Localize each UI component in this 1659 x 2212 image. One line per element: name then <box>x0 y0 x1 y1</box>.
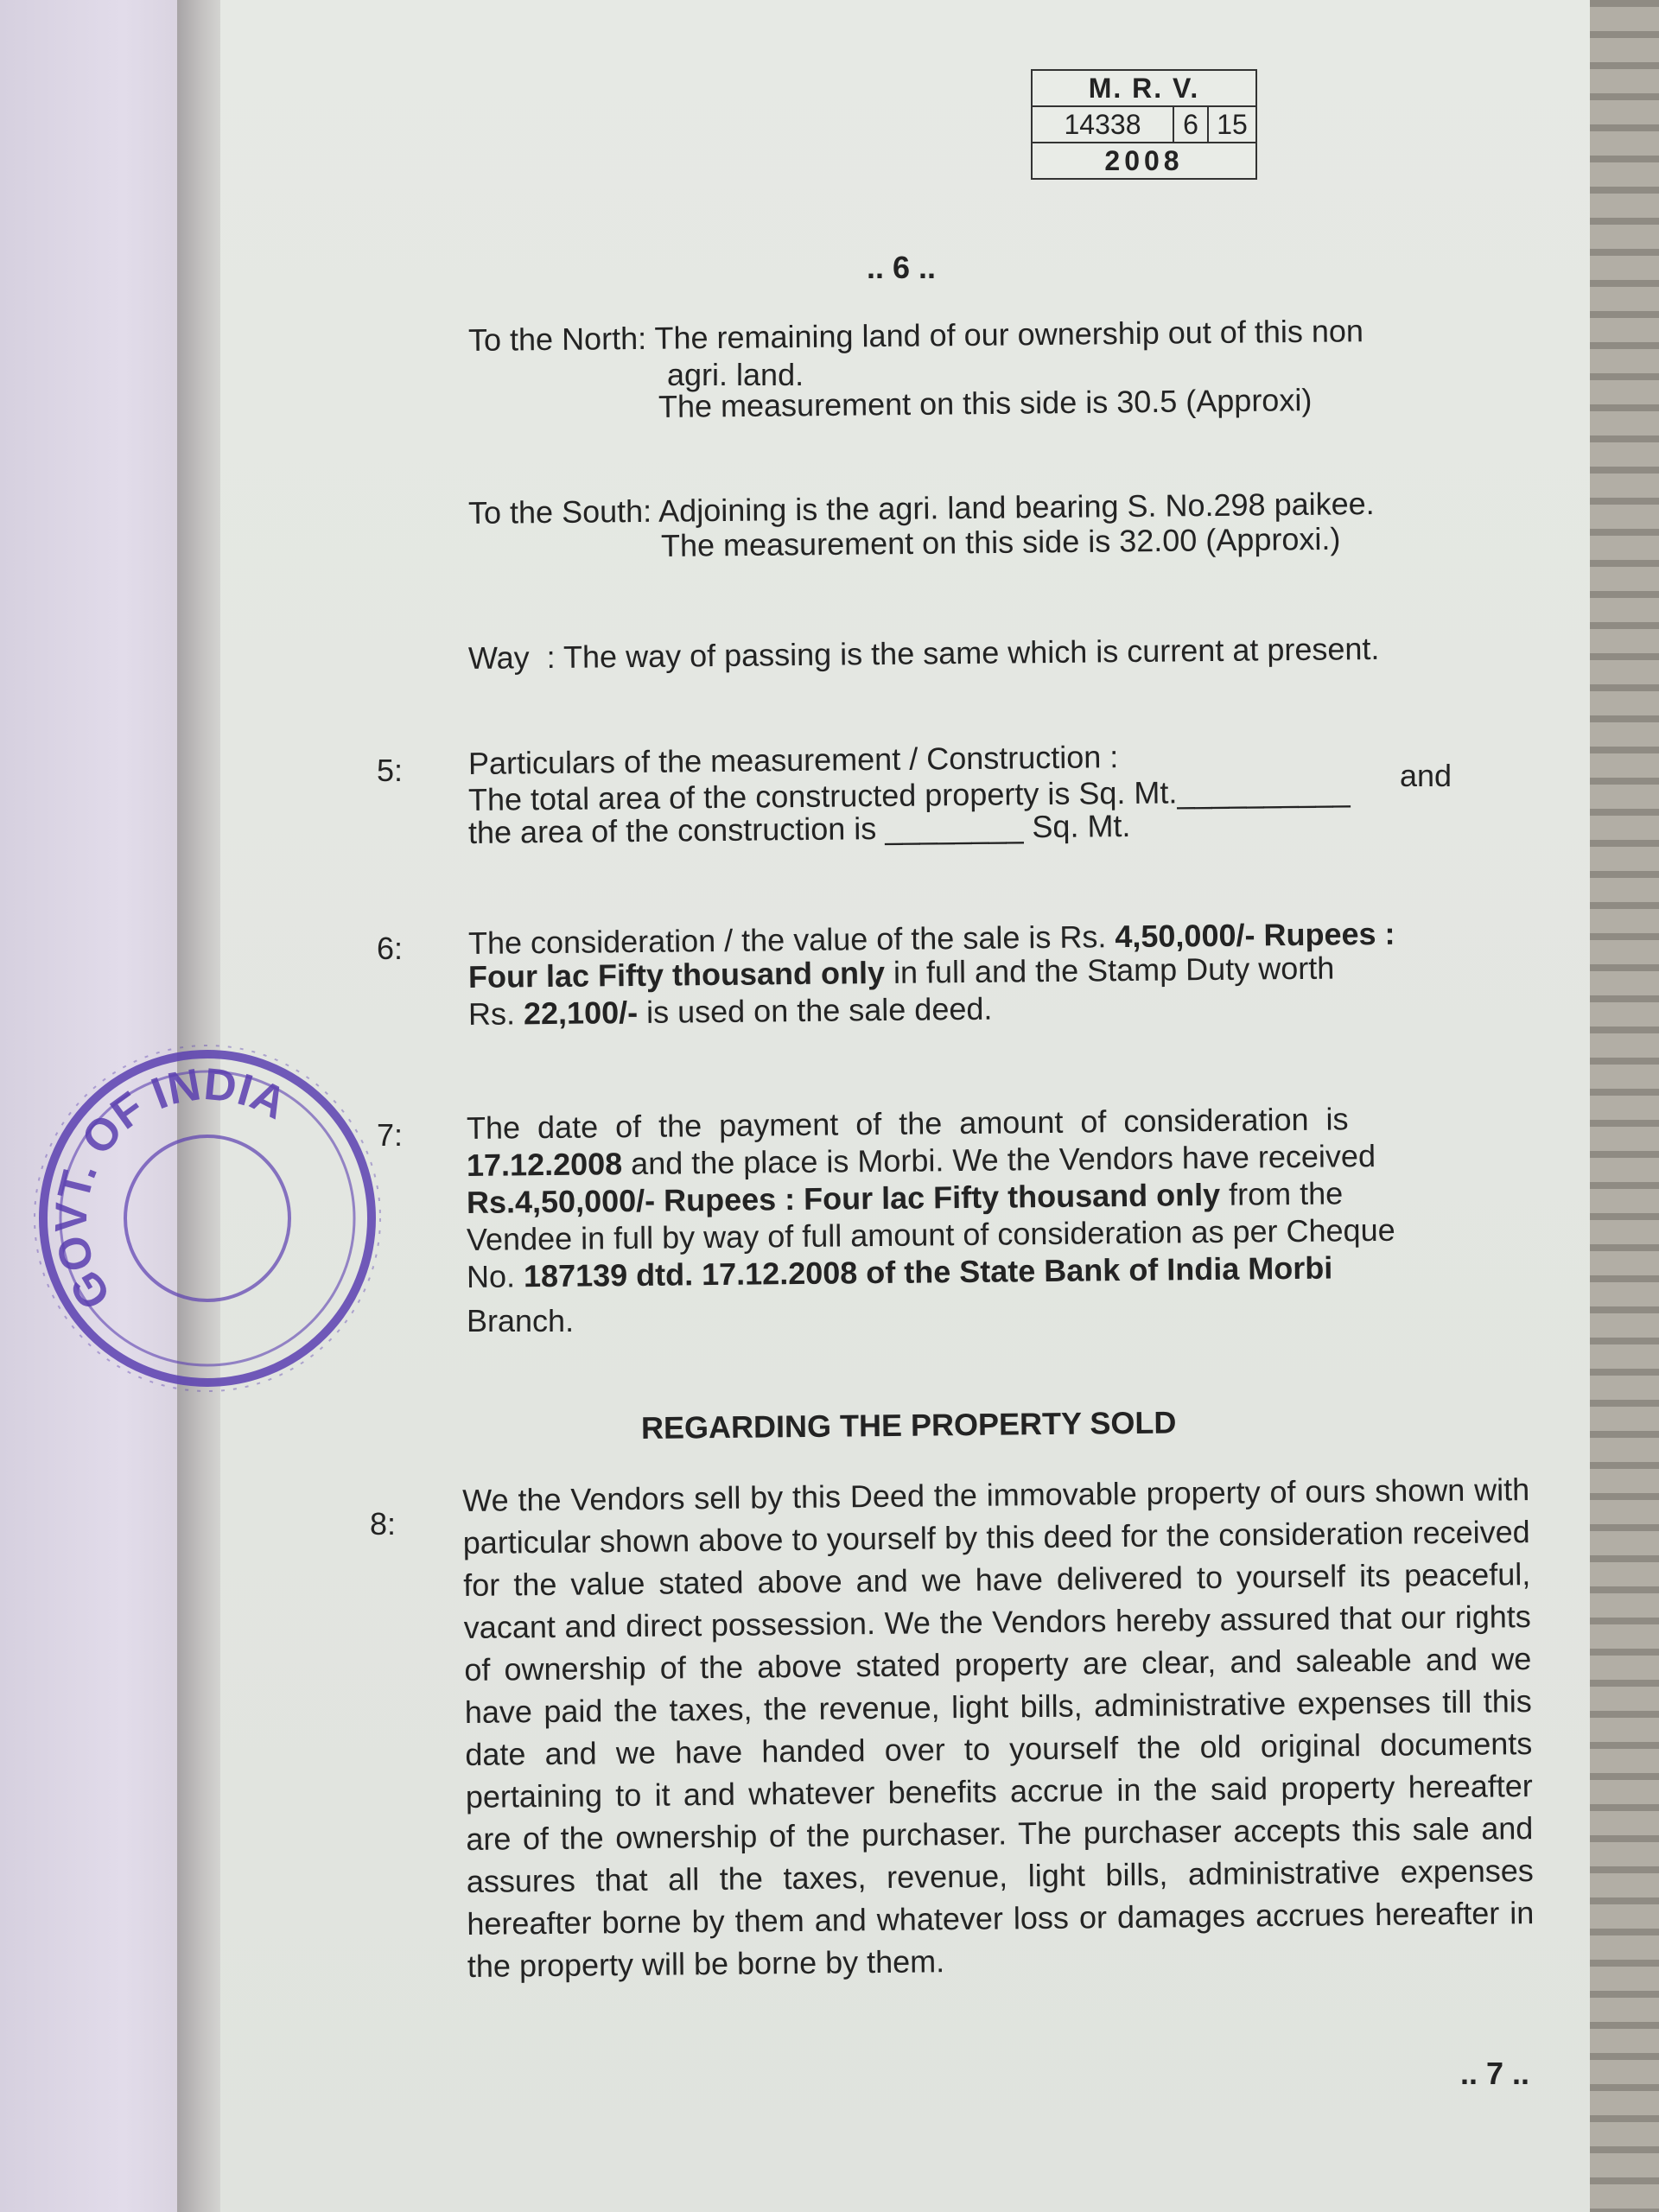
item6-line2-text: in full and the Stamp Duty worth <box>884 950 1335 990</box>
item7-no: No. <box>466 1258 524 1294</box>
way-text: : The way of passing is the same which is current at present. <box>546 630 1380 676</box>
item6-line1-text: The consideration / the value of the sale is Rs. <box>467 918 1116 961</box>
item5-and: and <box>1400 758 1452 793</box>
item7-line2-text: and the place is Morbi. We the Vendors have received <box>621 1137 1376 1182</box>
page-number-bottom: .. 7 .. <box>1460 2056 1530 2091</box>
item7-date: 17.12.2008 <box>466 1146 623 1183</box>
item6-line3-text: is used on the sale deed. <box>637 990 993 1030</box>
item-number: 7: <box>377 1117 404 1153</box>
item7-line4: Vendee in full by way of full amount of consideration as per Cheque <box>466 1211 1395 1257</box>
south-line2: The measurement on this side is 32.00 (Approxi.) <box>660 520 1341 563</box>
stamp-text: GOVT. OF INDIA <box>46 1058 295 1318</box>
item7-line1: The date of the payment of the amount of consideration is <box>466 1101 1349 1146</box>
north-label: To the North: <box>467 320 647 358</box>
item7-amount: Rs.4,50,000/- Rupees : Four lac Fifty thousand only <box>466 1176 1221 1220</box>
item-number: 5: <box>377 753 404 788</box>
govt-stamp-seal <box>0 1028 449 1408</box>
way-label: Way <box>467 639 530 676</box>
item6-rs: Rs. <box>467 995 524 1032</box>
section-heading: REGARDING THE PROPERTY SOLD <box>640 1404 1177 1446</box>
mrv-cell: 6 <box>1174 107 1209 142</box>
mrv-year: 2008 <box>1104 145 1184 176</box>
mrv-number-row <box>1033 107 1255 143</box>
item7-line3-text: from the <box>1219 1175 1344 1212</box>
north-line2: agri. land. <box>667 357 804 392</box>
item7-line6: Branch. <box>467 1303 575 1338</box>
mrv-cell: 14338 <box>1033 107 1174 142</box>
item5-line3: the area of the construction is ________ Sq. Mt. <box>467 807 1131 850</box>
north-line3: The measurement on this side is 30.5 (Approxi) <box>658 382 1313 424</box>
item5-line2: The total area of the constructed property is Sq. Mt.__________ <box>467 772 1351 817</box>
item6-line3 <box>468 988 993 1035</box>
item6-amount: 4,50,000/- Rupees : <box>1115 915 1395 955</box>
mrv-box <box>1031 69 1257 180</box>
item8-paragraph: We the Vendors sell by this Deed the immovable property of ours shown with particular shown above to yourself by this deed for the consideration received for the value stated above and we have delivered to yourself its peaceful, vacant and direct possession. We the Vendors hereby assured that our rights of ownership of the above stated property are clear, and saleable and we have paid the taxes, the revenue, light bills, administrative expenses till this date and we have handed over to yourself the old original documents pertaining to it and whatever benefits accrue in the said property hereafter are of the ownership of the purchaser. The purchaser accepts this sale and assures that all the taxes, revenue, light bills, administrative expenses hereafter borne by them and whatever loss or damages accrues hereafter in the property will be borne by them. <box>462 1471 1535 1984</box>
page-number-top: .. 6 .. <box>867 250 937 285</box>
item6-stamp-duty: 22,100/- <box>523 994 639 1032</box>
south-label: To the South: <box>467 493 652 531</box>
item5-line1: Particulars of the measurement / Construction : <box>467 739 1119 781</box>
mrv-cell: 15 <box>1217 109 1248 140</box>
item6-amount-words: Four lac Fifty thousand only <box>467 954 886 995</box>
item7-cheque: 187139 dtd. 17.12.2008 of the State Bank of India Morbi <box>523 1249 1333 1294</box>
background-surface <box>1590 0 1659 2212</box>
item-number: 8: <box>370 1506 397 1541</box>
item-number: 6: <box>377 931 404 966</box>
north-line1: The remaining land of our ownership out of this non <box>654 313 1364 356</box>
south-line1: Adjoining is the agri. land bearing S. No.298 paikee. <box>658 486 1375 529</box>
mrv-title: M. R. V. <box>1033 71 1255 107</box>
